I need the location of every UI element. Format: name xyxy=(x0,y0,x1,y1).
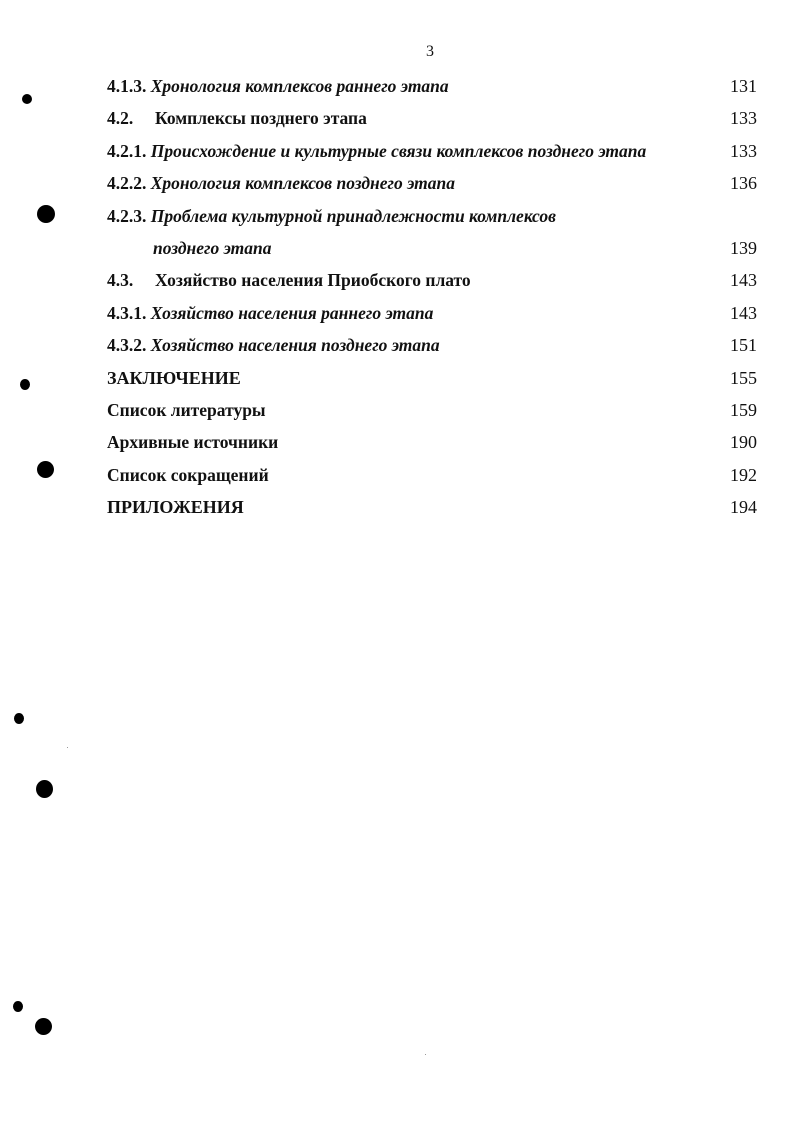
toc-entry xyxy=(107,362,241,394)
toc-page: 143 xyxy=(730,270,757,291)
toc-entry xyxy=(107,102,367,134)
toc-title: Проблема культурной принадлежности комплексов xyxy=(150,205,556,226)
punch-hole-mark xyxy=(14,713,24,724)
toc-row xyxy=(107,329,757,361)
toc-page: 133 xyxy=(730,140,757,161)
toc-row xyxy=(107,167,757,199)
toc-row xyxy=(107,135,757,167)
toc-page: 139 xyxy=(730,237,757,258)
toc-row xyxy=(107,297,757,329)
toc-row xyxy=(107,362,757,394)
toc-row xyxy=(107,394,757,426)
punch-hole-mark xyxy=(37,461,54,478)
toc-entry xyxy=(107,200,556,232)
toc-title: позднего этапа xyxy=(153,237,272,258)
toc-page: 143 xyxy=(730,302,757,323)
toc-page: 194 xyxy=(730,497,757,518)
toc-title: Хронология комплексов раннего этапа xyxy=(150,76,449,96)
punch-hole-mark xyxy=(22,94,32,104)
toc-page: 192 xyxy=(730,464,757,485)
toc-number: 4.2.1. xyxy=(107,140,147,161)
toc-page: 133 xyxy=(730,108,757,129)
scan-speck xyxy=(67,747,68,748)
toc-title: Список сокращений xyxy=(107,464,269,485)
toc-number: 4.3.1. xyxy=(107,302,147,323)
toc-entry xyxy=(153,232,271,264)
toc-entry xyxy=(107,135,646,167)
toc-title: Хронология комплексов позднего этапа xyxy=(150,173,455,194)
toc-number: 4.2. xyxy=(107,108,134,129)
punch-hole-mark xyxy=(36,780,53,798)
toc-row xyxy=(107,232,757,264)
toc-title: ПРИЛОЖЕНИЯ xyxy=(107,497,244,518)
toc-number: 4.2.2. xyxy=(107,173,147,194)
toc-entry xyxy=(107,491,244,523)
toc-title: ЗАКЛЮЧЕНИЕ xyxy=(107,367,241,388)
toc-title: Список литературы xyxy=(107,399,266,420)
toc-number: 4.3. xyxy=(107,270,134,291)
punch-hole-mark xyxy=(20,379,30,390)
toc-title: Архивные источники xyxy=(107,432,279,453)
toc-row xyxy=(107,264,757,296)
toc-page: 151 xyxy=(730,335,757,356)
toc-entry xyxy=(107,426,278,458)
toc-page: 131 xyxy=(730,76,757,96)
toc-number: 4.3.2. xyxy=(107,335,147,356)
toc-entry xyxy=(107,167,455,199)
toc-entry xyxy=(107,70,449,102)
toc-entry xyxy=(107,329,440,361)
toc-row xyxy=(107,426,757,458)
punch-hole-mark xyxy=(37,205,55,223)
toc-entry xyxy=(107,297,433,329)
toc-title: Происхождение и культурные связи комплексов позднего этапа xyxy=(150,140,647,161)
toc-row xyxy=(107,200,757,232)
toc-number: 4.2.3. xyxy=(107,205,147,226)
toc-row xyxy=(107,491,757,523)
table-of-contents xyxy=(107,70,757,523)
scan-speck xyxy=(425,1054,426,1055)
toc-page: 190 xyxy=(730,432,757,453)
toc-entry xyxy=(107,394,266,426)
toc-row xyxy=(107,102,757,134)
toc-page: 159 xyxy=(730,399,757,420)
page-number: 3 xyxy=(426,43,434,60)
toc-title: Хозяйство населения позднего этапа xyxy=(150,335,440,356)
punch-hole-mark xyxy=(35,1018,52,1035)
toc-row xyxy=(107,459,757,491)
toc-page: 136 xyxy=(730,173,757,194)
toc-number: 4.1.3. xyxy=(107,76,147,96)
toc-page: 155 xyxy=(730,367,757,388)
toc-entry xyxy=(107,459,269,491)
toc-title: Хозяйство населения раннего этапа xyxy=(150,302,434,323)
toc-entry xyxy=(107,264,471,296)
toc-title: Хозяйство населения Приобского плато xyxy=(155,270,471,291)
toc-row xyxy=(107,70,757,102)
toc-title: Комплексы позднего этапа xyxy=(155,108,367,129)
punch-hole-mark xyxy=(13,1001,23,1012)
